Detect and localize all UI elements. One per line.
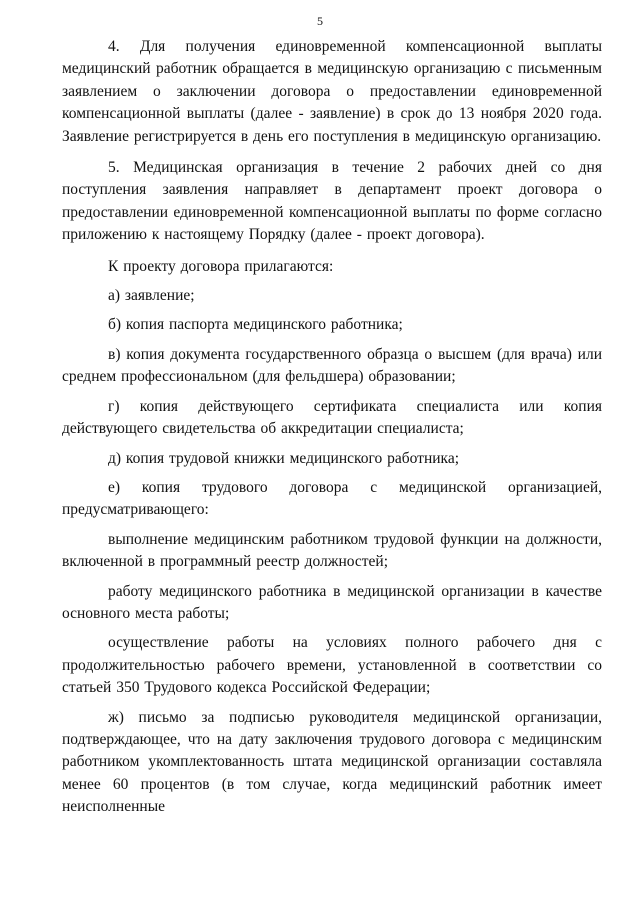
attachment-g: г) копия действующего сертификата специалиста или копия действующего свидетельства об аккредитации специалиста; (62, 397, 602, 438)
contract-condition-main-workplace: работу медицинского работника в медицинской организации в качестве основного места работы; (62, 582, 602, 622)
paragraph-item-4: 4. Для получения единовременной компенсационной выплаты медицинский работник обращается в медицинскую организацию с письменным заявлением о заключении договора о предоставлении единовременной компенсационной выплаты (далее - заявление) в срок до 13 ноября 2020 года. Заявление регистрируется в день его поступления в медицинскую организацию. (62, 38, 602, 145)
attachment-e: е) копия трудового договора с медицинской организацией, предусматривающего: (62, 478, 602, 519)
attachment-b: б) копия паспорта медицинского работника; (108, 316, 403, 334)
page-number: 5 (317, 14, 323, 28)
document-body (62, 36, 602, 819)
contract-condition-position: выполнение медицинским работником трудовой функции на должности, включенной в программный реестр должностей; (62, 530, 602, 571)
attachment-d: д) копия трудовой книжки медицинского работника; (108, 449, 460, 467)
attachments-intro: К проекту договора прилагаются: (108, 257, 334, 275)
contract-condition-full-day: осуществление работы на условиях полного рабочего дня с продолжительностью рабочего времени, установленной в соответствии со статьей 350 Трудового кодекса Российской Федерации; (62, 634, 602, 697)
attachment-v: в) копия документа государственного образца о высшем (для врача) или среднем профессиональном (для фельдшера) образовании; (62, 345, 602, 386)
paragraph-item-5: 5. Медицинская организация в течение 2 рабочих дней со дня поступления заявления направляет в департамент проект договора о предоставлении единовременной компенсационной выплаты по форме согласно приложению к настоящему Порядку (далее - проект договора). (62, 159, 602, 244)
attachment-a: а) заявление; (108, 287, 195, 305)
attachment-zh: ж) письмо за подписью руководителя медицинской организации, подтверждающее, что на дату заключения трудового договора с медицинским работником укомплектованность штата медицинской организации составляла менее 60 процентов (в том случае, когда медицинский работник имеет неисполненные (62, 708, 602, 816)
